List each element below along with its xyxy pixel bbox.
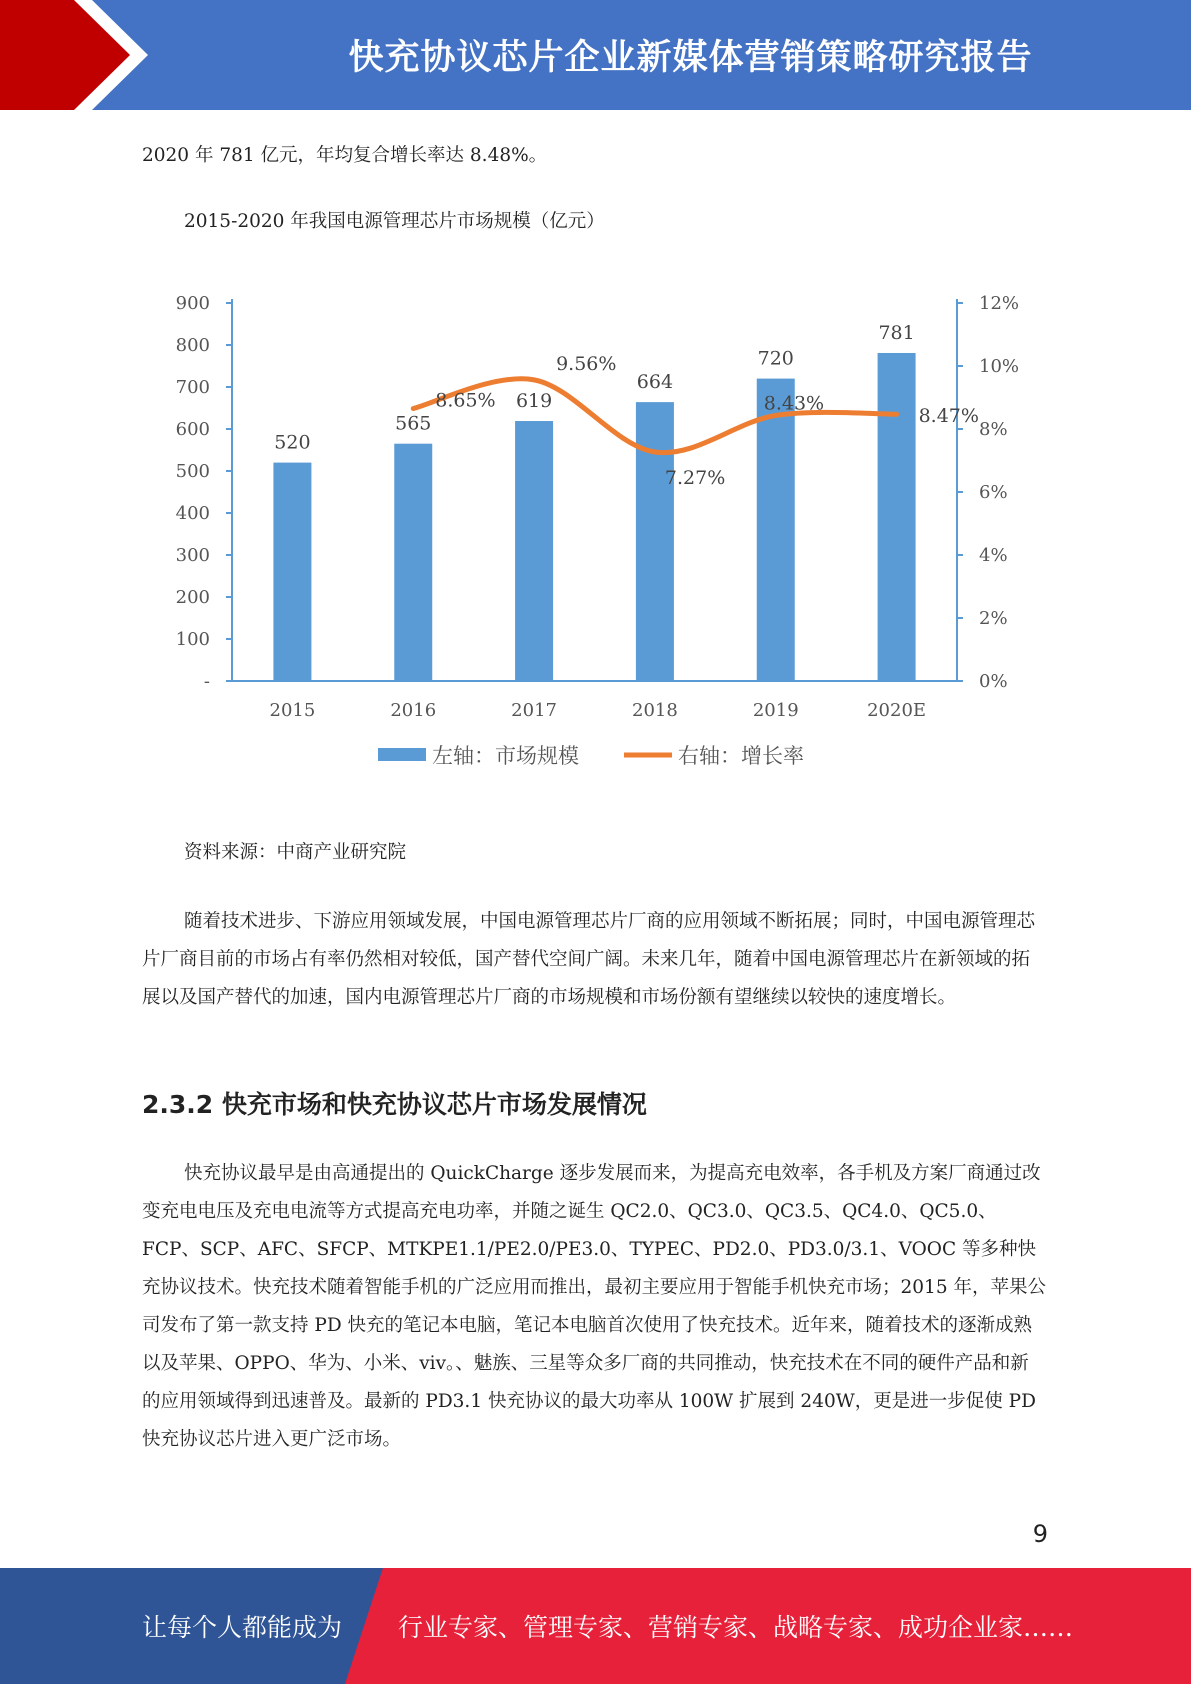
chart-svg xyxy=(142,270,1047,790)
left-axis-tick-label: 400 xyxy=(175,503,210,524)
bar xyxy=(273,463,311,681)
left-axis-tick-label: 900 xyxy=(175,293,210,314)
left-axis-tick-label: 300 xyxy=(175,545,210,566)
report-title: 快充协议芯片企业新媒体营销策略研究报告 xyxy=(348,38,1033,78)
right-axis-tick-label: 10% xyxy=(979,356,1020,377)
x-axis-tick-label: 2019 xyxy=(752,700,799,721)
intro-text: 2020 年 781 亿元，年均复合增长率达 8.48%。 xyxy=(142,145,548,166)
x-axis-tick-label: 2018 xyxy=(632,700,678,721)
growth-rate-label: 7.27% xyxy=(664,466,726,489)
paragraph-1: 随着技术进步、下游应用领域发展，中国电源管理芯片厂商的应用领域不断拓展；同时，中国电源管理芯片厂商目前的市场占有率仍然相对较低，国产替代空间广阔。未来几年，随着中国电源管理芯片在新领域的拓展以及国产替代的加速，国内电源管理芯片厂商的市场规模和市场份额有望继续以较快的速度增长。 xyxy=(142,911,1036,1008)
right-axis-tick-label: 8% xyxy=(979,419,1008,440)
market-size-chart xyxy=(142,270,1047,790)
bar-value-label: 520 xyxy=(274,431,311,454)
growth-rate-label: 8.65% xyxy=(435,389,496,412)
bar-value-label: 720 xyxy=(757,347,794,370)
legend-bar-swatch xyxy=(378,748,426,761)
right-axis-tick-label: 4% xyxy=(979,545,1008,566)
bar xyxy=(636,402,674,681)
left-axis-tick-label: - xyxy=(203,671,210,692)
x-axis-tick-label: 2017 xyxy=(511,700,557,721)
section-heading: 2.3.2 快充市场和快充协议芯片市场发展情况 xyxy=(142,1090,647,1119)
legend-bar-label: 左轴：市场规模 xyxy=(432,744,579,768)
bar xyxy=(878,353,916,681)
right-axis-tick-label: 0% xyxy=(979,671,1008,692)
header-arrow-decoration xyxy=(0,0,160,110)
bar-value-label: 619 xyxy=(515,390,553,413)
paragraph-2: 快充协议最早是由高通提出的 QuickCharge 逐步发展而来，为提高充电效率，各手机及方案厂商通过改变充电电压及充电电流等方式提高充电功率，并随之诞生 QC2.0、QC3.0、QC3.5、QC4.0、QC5.0、FCP、SCP、AFC、SFCP、MTKPE1.1/PE2.0/PE3.0、TYPEC、PD2.0、PD3.0/3.1、VOOC 等多种快充协议技术。快充技术随着智能手机的广泛应用而推出，最初主要应用于智能手机快充市场；2015 年，苹果公司发布了第一款支持 PD 快充的笔记本电脑，笔记本电脑首次使用了快充技术。近年来，随着技术的逐渐成熟以及苹果、OPPO、华为、小米、viv。、魅族、三星等众多厂商的共同推动，快充技术在不同的硬件产品和新的应用领域得到迅速普及。最新的 PD3.1 快充协议的最大功率从 100W 扩展到 240W，更是进一步促使 PD 快充协议芯片进入更广泛市场。 xyxy=(142,1163,1046,1450)
page-header xyxy=(0,0,1191,110)
bar-value-label: 664 xyxy=(636,371,674,394)
bar-value-label: 781 xyxy=(878,321,915,344)
right-axis-tick-label: 12% xyxy=(979,293,1020,314)
x-axis-tick-label: 2020E xyxy=(867,700,927,721)
bar xyxy=(757,379,795,681)
left-axis-tick-label: 200 xyxy=(175,587,210,608)
right-axis-tick-label: 6% xyxy=(979,482,1008,503)
left-axis-tick-label: 800 xyxy=(175,335,210,356)
x-axis-tick-label: 2015 xyxy=(269,700,316,721)
x-axis-tick-label: 2016 xyxy=(390,700,437,721)
growth-rate-label: 8.43% xyxy=(763,392,825,415)
left-axis-tick-label: 600 xyxy=(175,419,210,440)
bar-value-label: 565 xyxy=(395,412,432,435)
footer-slogan-right: 行业专家、管理专家、营销专家、战略专家、成功企业家…… xyxy=(398,1613,1074,1642)
bar xyxy=(515,421,553,681)
bar xyxy=(394,444,432,681)
legend-line-label: 右轴：增长率 xyxy=(678,744,804,768)
growth-rate-label: 8.47% xyxy=(918,405,979,428)
chart-caption: 2015-2020 年我国电源管理芯片市场规模（亿元） xyxy=(184,211,605,232)
left-axis-tick-label: 500 xyxy=(175,461,210,482)
left-axis-tick-label: 100 xyxy=(175,629,210,650)
growth-rate-label: 9.56% xyxy=(556,352,617,375)
right-axis-tick-label: 2% xyxy=(979,608,1008,629)
page-footer xyxy=(0,1568,1191,1684)
page-number: 9 xyxy=(1032,1520,1048,1548)
footer-slogan-left: 让每个人都能成为 xyxy=(142,1613,343,1642)
left-axis-tick-label: 700 xyxy=(175,377,210,398)
source-note: 资料来源：中商产业研究院 xyxy=(184,842,407,863)
